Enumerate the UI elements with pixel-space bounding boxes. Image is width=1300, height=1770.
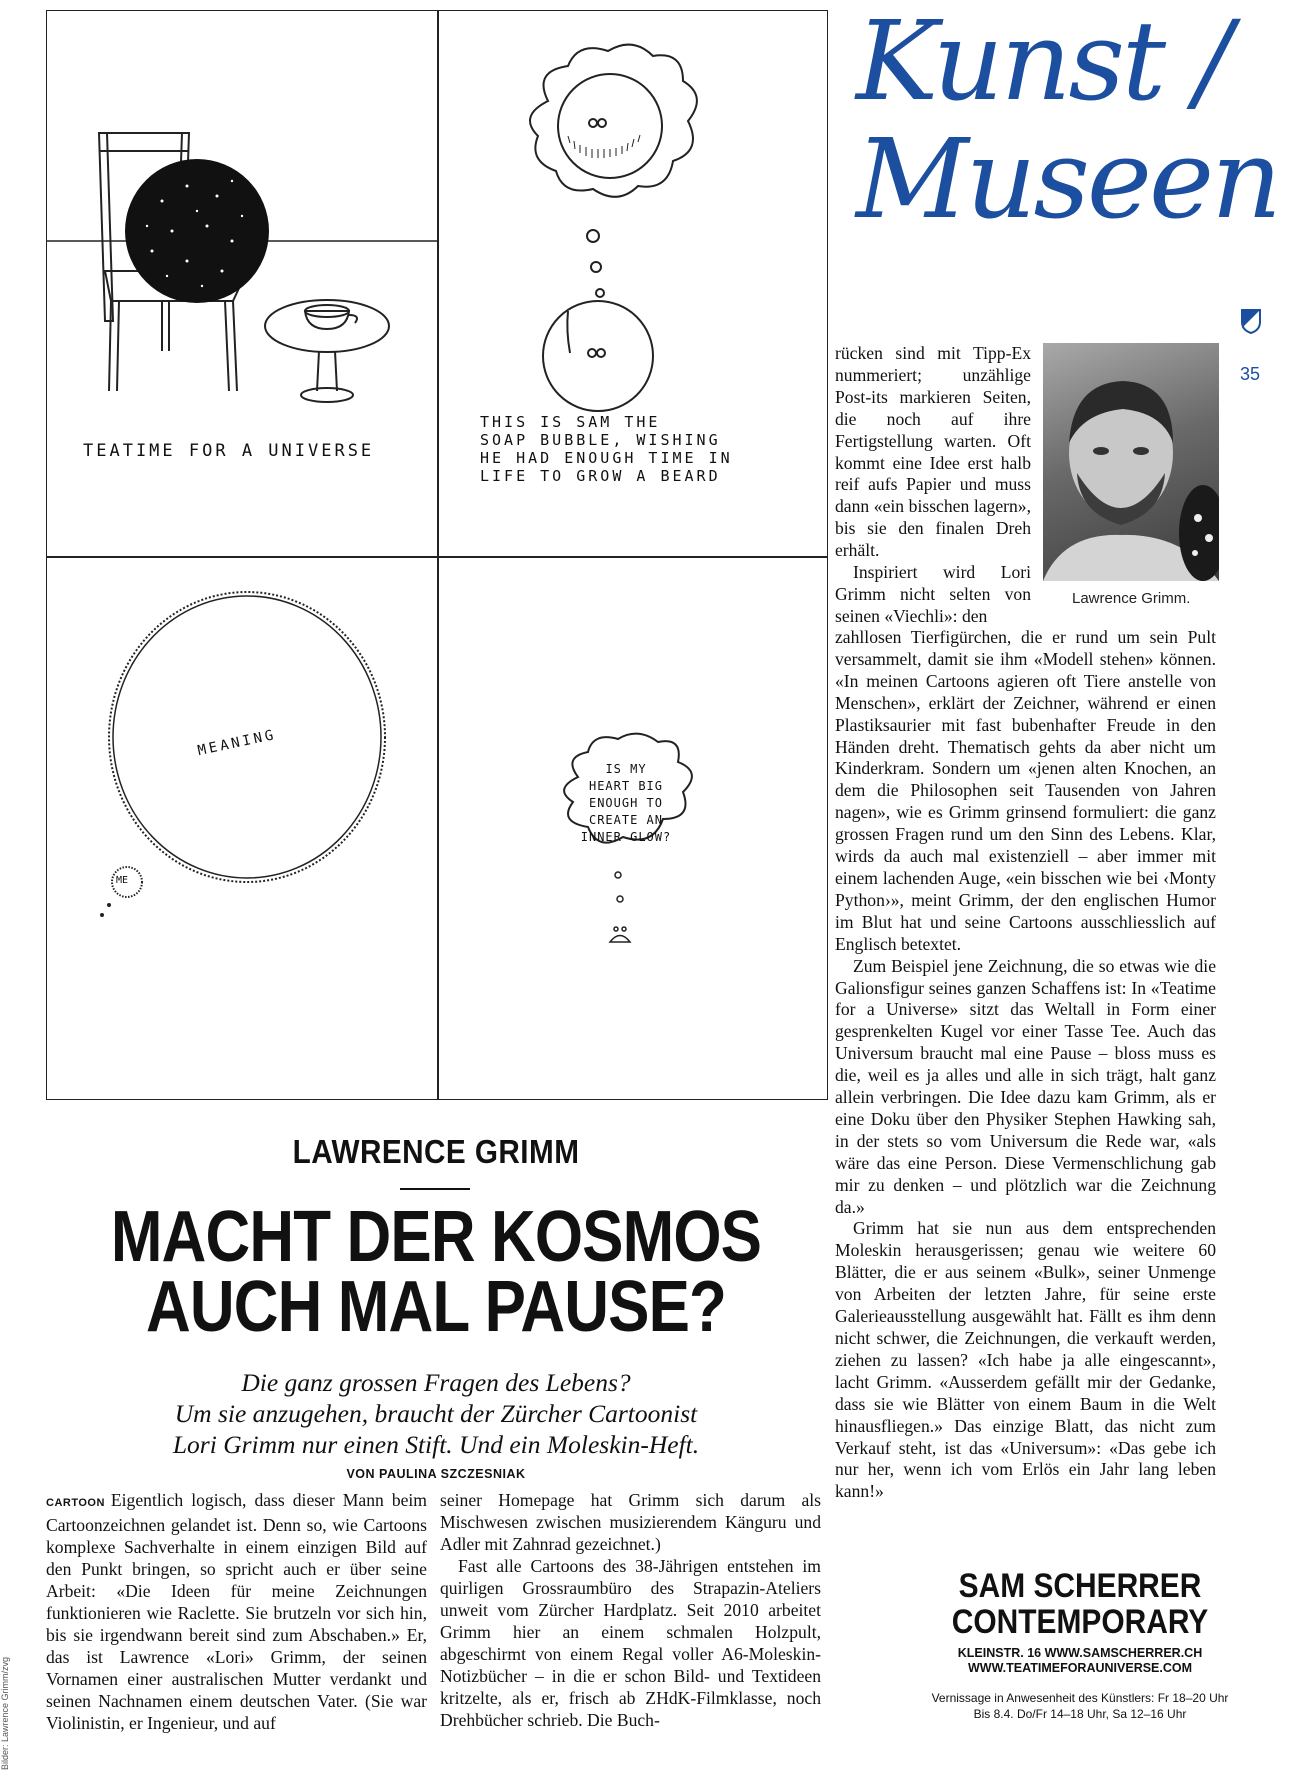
bubble-line: INNER GLOW?	[580, 830, 672, 844]
caption-line: THIS IS SAM THE	[480, 413, 661, 431]
article-column-3-top	[835, 343, 1031, 628]
paragraph	[46, 1489, 427, 1734]
gallery-name-line2: CONTEMPORARY	[951, 1603, 1209, 1641]
meaning-drawing	[47, 557, 437, 1102]
gallery-name-line1: SAM SCHERRER	[958, 1567, 1202, 1605]
deck-line3: Lori Grimm nur einen Stift. Und ein Moleskin-Heft.	[172, 1430, 700, 1459]
zurich-crest-icon	[1240, 308, 1262, 334]
page-number: 35	[1240, 364, 1261, 384]
caption-line: SOAP BUBBLE, WISHING	[480, 431, 721, 449]
cartoon-inner-glow	[438, 557, 828, 1102]
portrait-silhouette	[1043, 343, 1219, 581]
article-column-3	[835, 627, 1216, 1503]
article-column-1	[46, 1489, 427, 1734]
article-headline	[101, 1197, 772, 1347]
vernissage-info: Vernissage in Anwesenheit des Künstlers: Fr 18–20 Uhr	[931, 1691, 1229, 1705]
heart-bubble-text	[566, 761, 686, 846]
me-label: ME	[116, 875, 129, 886]
paragraph: seiner Homepage hat Grimm sich darum als Mischwesen zwischen musizierendem Känguru und Adler mit Zahnrad gezeichnet.)	[440, 1490, 821, 1554]
bubble-line: IS MY	[605, 762, 647, 776]
teatime-drawing	[47, 11, 437, 556]
cartoon-caption: TEATIME FOR A UNIVERSE	[83, 441, 375, 461]
portrait-photo	[1043, 343, 1219, 581]
headline-line2: AUCH MAL PAUSE?	[146, 1267, 726, 1347]
artist-website: WWW.TEATIMEFORAUNIVERSE.COM	[967, 1661, 1193, 1675]
article-column-2	[440, 1489, 821, 1731]
deck-line1: Die ganz grossen Fragen des Lebens?	[241, 1368, 631, 1397]
deck-line2: Um sie anzugehen, braucht der Zürcher Cartoonist	[174, 1399, 698, 1428]
bubble-line: ENOUGH TO	[588, 796, 664, 810]
gallery-hours	[880, 1690, 1280, 1722]
caption-line: HE HAD ENOUGH TIME IN	[480, 449, 733, 467]
section-title-line2: Museen	[856, 115, 1279, 243]
paragraph: zahllosen Tierfigürchen, die er rund um sein Pult versammelt, damit sie ihm «Modell stehen» können. «In meinen Cartoons agieren oft Tiere anstelle von Menschen», erklärt der Zeichner, während er einen Plastiksaurier mit fast bubenhafter Freude in den Händen dreht. Thematisch gehts da aber nicht um Kinderkram. Sondern um «jenen alten Knochen, an dem die Philosophen seit Tausenden von Jahren nagen», wie es Grimm grinsend formuliert: die ganz grossen Fragen rund um den Sinn des Lebens. Klar, wirds da auch mal existenziell – aber immer mit einem lachenden Auge, «ein bisschen wie bei ‹Monty Python›», meint Grimm, der den englischen Humor im Blut hat und seine Cartoons ausschliesslich auf Englisch betextet.	[835, 627, 1216, 954]
gallery-name	[904, 1568, 1256, 1640]
cartoon-grid	[46, 10, 828, 1100]
cartoon-caption-block	[480, 413, 733, 485]
kicker-divider	[400, 1188, 470, 1190]
cartoon-meaning	[47, 557, 437, 1102]
portrait-caption: Lawrence Grimm.	[1072, 590, 1191, 607]
image-credit: Bilder: Lawrence Grimm/zvg	[0, 1656, 10, 1770]
section-title	[856, 0, 1279, 243]
gallery-street-website: KLEINSTR. 16 WWW.SAMSCHERRER.CH	[957, 1646, 1203, 1660]
paragraph: Inspiriert wird Lori Grimm nicht selten von seinen «Viechli»: den	[835, 562, 1031, 626]
cartoon-teatime-universe	[47, 11, 437, 556]
paragraph: Fast alle Cartoons des 38-Jährigen entstehen im quirligen Grossraumbüro des Strapazin-Ateliers unweit vom Zürcher Hardplatz. Seit 2010 arbeitet Grimm hier an einem schmalen Holzpult, abgeschirmt von einem Regal voller A6-Moleskin-Notizbücher – in die er schon Bild- und Textideen kritzelte, als er, frisch ab ZHdK-Filmklasse, noch Drehbücher schrieb. Die Buch-	[440, 1556, 821, 1730]
paragraph-text: Eigentlich logisch, dass dieser Mann beim Cartoonzeichnen gelandet ist. Denn so, wie Cartoons komplexe Sachverhalte in einem einzigen Bild auf den Punkt bringen, so spricht auch er über seine Arbeit: «Die Ideen für meine Zeichnungen funktionieren wie Raclette. Sie brutzeln vor sich hin, bis sie irgendwann bereit sind zum Abschaben.» Er, das ist Lawrence «Lori» Grimm, der seinen Vornamen einer australischen Mutter verdankt und seinen Nachnamen einem deutschen Vater. (Sie war Violinistin, er Ingenieur, und auf	[46, 1490, 427, 1733]
meaning-word: MEANING	[196, 726, 278, 760]
caption-line: LIFE TO GROW A BEARD	[480, 467, 721, 485]
bubble-line: CREATE AN	[588, 813, 664, 827]
article-byline: VON PAULINA SZCZESNIAK	[346, 1467, 526, 1481]
cartoon-soap-bubble	[438, 11, 828, 556]
article-deck	[46, 1367, 826, 1460]
article-rubric: CARTOON	[46, 1497, 105, 1509]
opening-dates: Bis 8.4. Do/Fr 14–18 Uhr, Sa 12–16 Uhr	[973, 1707, 1187, 1721]
paragraph: rücken sind mit Tipp-Ex nummeriert; unzählige Post-its markieren Seiten, die noch auf ihre Fertigstellung warten. Oft kommt eine Idee erst halb reif aufs Papier und muss dann «ein bisschen lagern», bis sie den finalen Dreh erhält.	[835, 343, 1031, 561]
headline-line1: MACHT DER KOSMOS	[110, 1197, 762, 1277]
gallery-address	[880, 1646, 1280, 1676]
article-kicker: LAWRENCE GRIMM	[292, 1133, 580, 1170]
section-title-line1: Kunst /	[856, 0, 1230, 125]
paragraph: Grimm hat sie nun aus dem entsprechenden Moleskin herausgerissen; genau wie weitere 60 Blätter, die er aus seinem «Bulk», seiner Unmenge von Arbeiten der letzten Jahre, für seine erste Galerieausstellung ausgewählt hat. Fällt es ihm denn nicht schwer, die Zeichnungen, die verkauft werden, ziehen zu lassen? «Ich habe ja alle eingescannt», lacht Grimm. «Ausserdem gefällt mir der Gedanke, dass sie wie Blätter von einem Baum in die Welt hinausfliegen.» Das einzige Blatt, das nicht zum Verkauf steht, ist das «Universum»: «Das gebe ich nur her, wenn ich vom Erlös ein Jahr lang leben kann!»	[835, 1218, 1216, 1502]
paragraph: Zum Beispiel jene Zeichnung, die so etwas wie die Galionsfigur seines ganzen Schaffens ist: In «Teatime for a Universe» sitzt das Weltall in Form einer gesprenkelten Kugel vor einer Tasse Tee. Auch das Universum braucht mal eine Pause – bloss muss es die, weil es ja alles und alle in sich trägt, halt ganz allein verbringen. Die Idee dazu kam Grimm, als er eine Doku über den Physiker Stephen Hawking sah, in der stets so vom Universum die Rede war, «als wäre das eine Person. Diese Vermenschlichung gab mir zu denken – und plötzlich war die Zeichnung da.»	[835, 955, 1216, 1217]
bubble-line: HEART BIG	[588, 779, 664, 793]
